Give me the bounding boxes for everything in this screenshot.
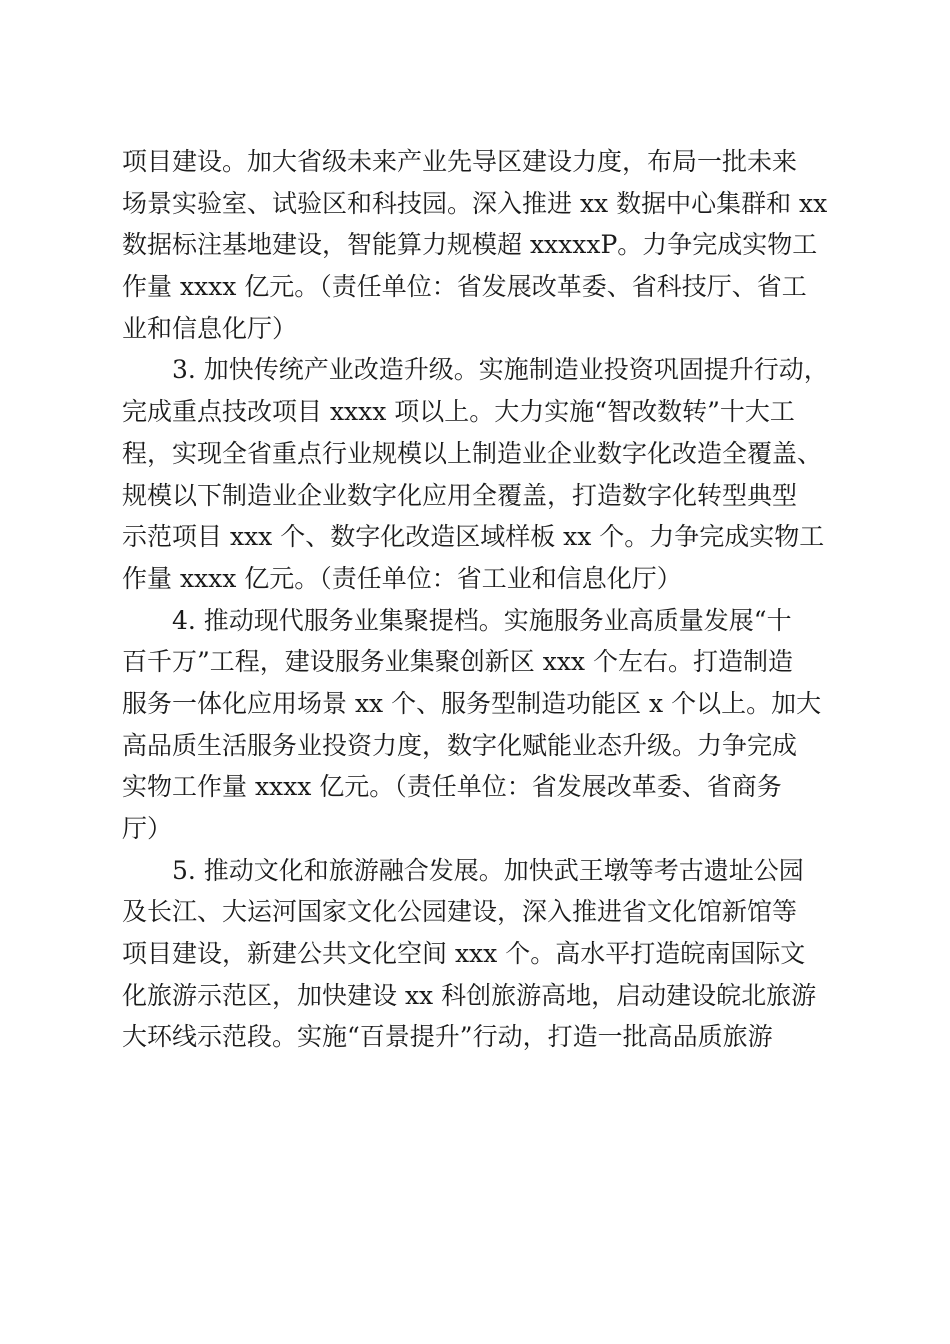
text-line: 作量 xxxx 亿元。（责任单位：省发展改革委、省科技厅、省工 <box>122 272 807 302</box>
text-line: 化旅游示范区，加快建设 xx 科创旅游高地，启动建设皖北旅游 <box>122 980 817 1010</box>
text-line: 业和信息化厅） <box>122 313 298 343</box>
paragraph-4-first-line: 4. 推动现代服务业集聚提档。实施服务业高质量发展“十 <box>172 605 792 635</box>
text-line: 百千万”工程，建设服务业集聚创新区 xxx 个左右。打造制造 <box>122 647 793 677</box>
paragraph-3-first-line: 3. 加快传统产业改造升级。实施制造业投资巩固提升行动， <box>172 355 829 385</box>
document-body <box>122 141 842 1058</box>
text-line: 程，实现全省重点行业规模以上制造业企业数字化改造全覆盖、 <box>122 438 823 468</box>
text-line: 实物工作量 xxxx 亿元。（责任单位：省发展改革委、省商务 <box>122 772 782 802</box>
text-line: 项目建设，新建公共文化空间 xxx 个。高水平打造皖南国际文 <box>122 939 806 969</box>
text-line: 厅） <box>122 814 173 843</box>
text-line: 服务一体化应用场景 xx 个、服务型制造功能区 x 个以上。加大 <box>122 688 822 718</box>
text-line: 示范项目 xxx 个、数字化改造区域样板 xx 个。力争完成实物工 <box>122 522 825 552</box>
text-line: 场景实验室、试验区和科技园。深入推进 xx 数据中心集群和 xx <box>122 188 828 218</box>
text-line: 高品质生活服务业投资力度，数字化赋能业态升级。力争完成 <box>122 730 798 760</box>
text-line: 及长江、大运河国家文化公园建设，深入推进省文化馆新馆等 <box>122 897 798 927</box>
text-line: 完成重点技改项目 xxxx 项以上。大力实施“智改数转”十大工 <box>122 397 795 427</box>
text-line: 项目建设。加大省级未来产业先导区建设力度，布局一批未来 <box>122 147 798 176</box>
text-line: 作量 xxxx 亿元。（责任单位：省工业和信息化厅） <box>122 563 682 593</box>
paragraph-5-first-line: 5. 推动文化和旅游融合发展。加快武王墩等考古遗址公园 <box>172 855 804 885</box>
text-line: 数据标注基地建设，智能算力规模超 xxxxxP。力争完成实物工 <box>122 230 818 260</box>
text-line: 大环线示范段。实施“百景提升”行动，打造一批高品质旅游 <box>122 1022 773 1052</box>
text-line: 规模以下制造业企业数字化应用全覆盖，打造数字化转型典型 <box>122 480 798 510</box>
